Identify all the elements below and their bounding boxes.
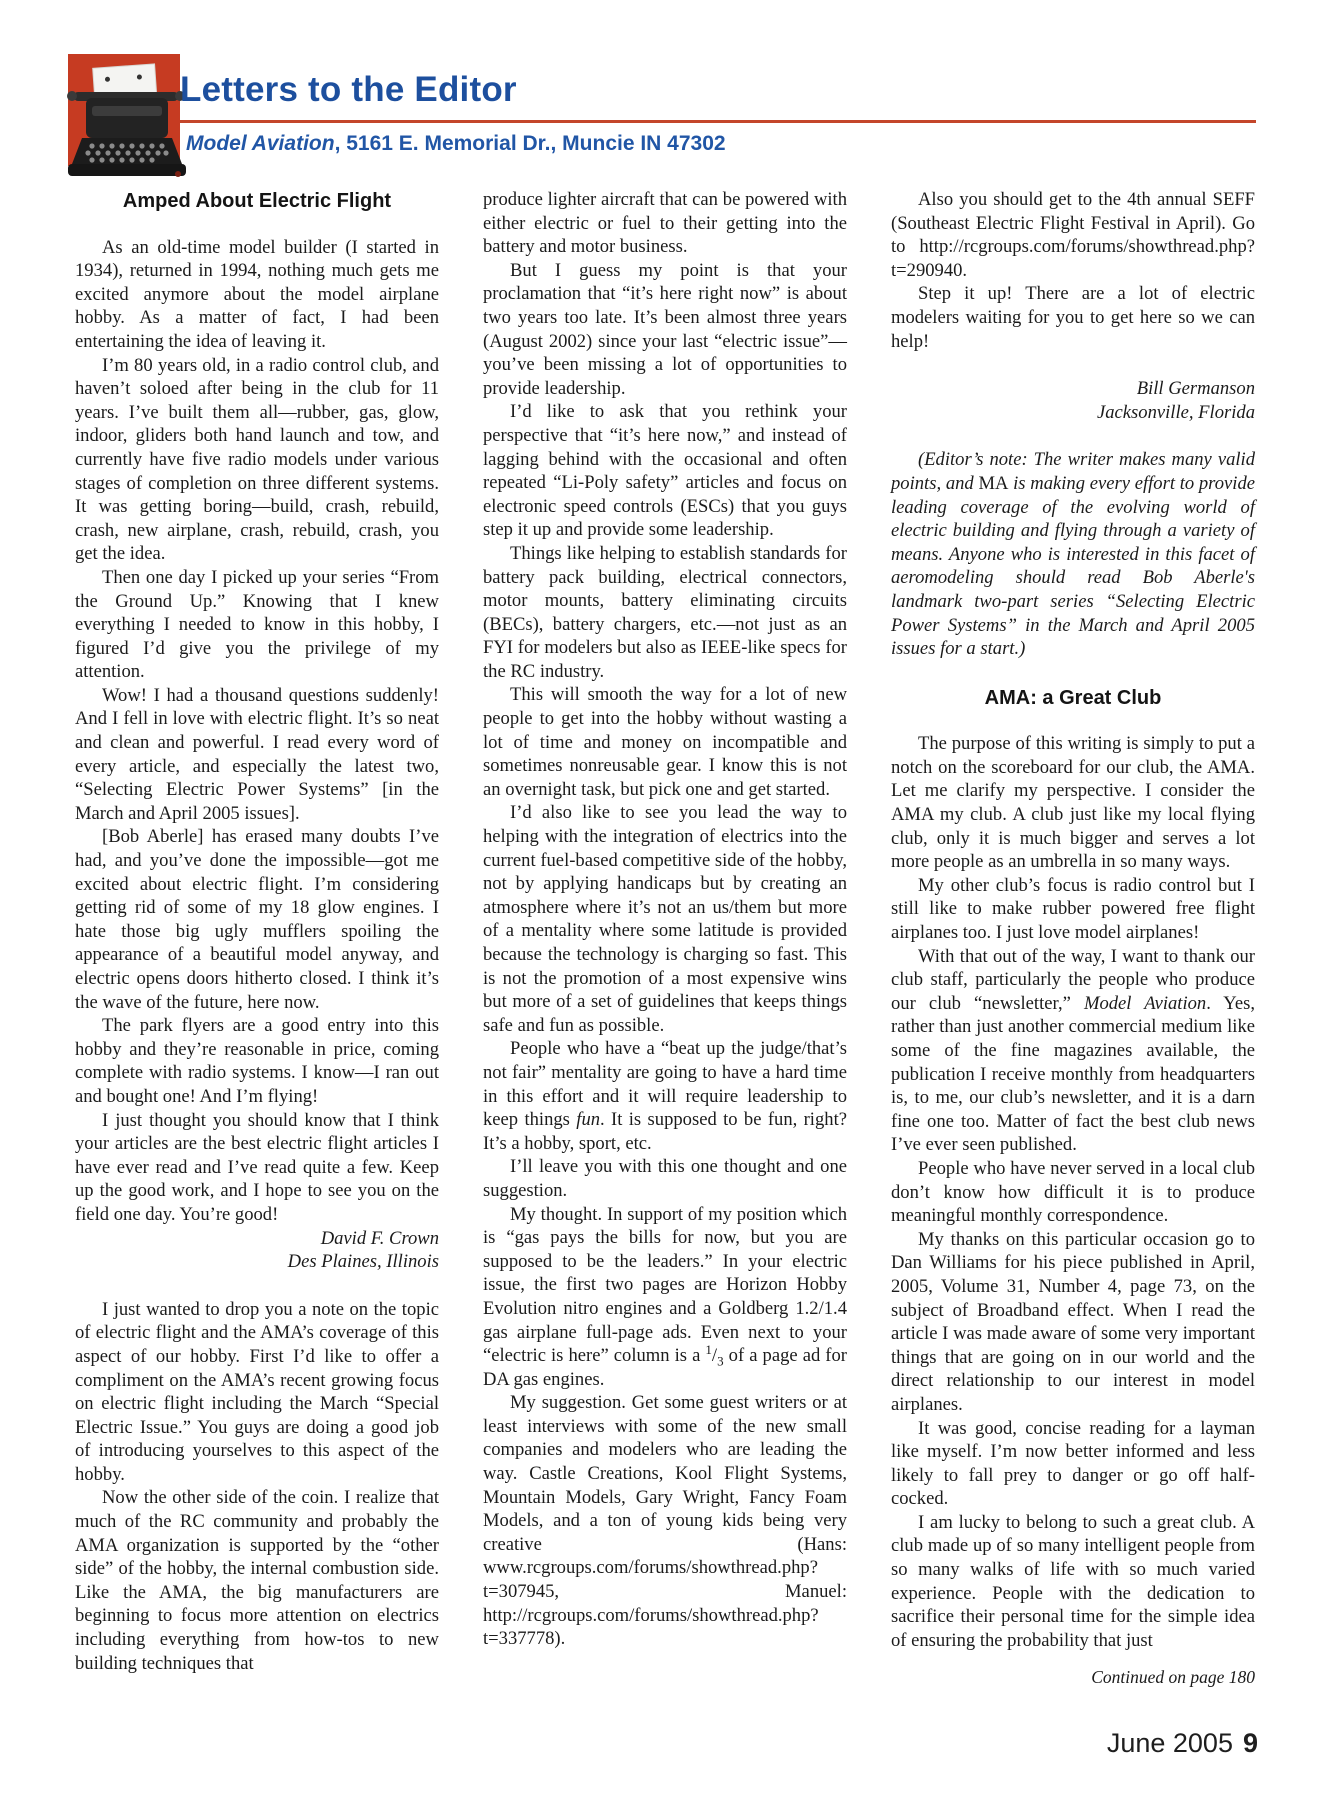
letter-paragraph: I just thought you should know that I think your articles are the best electric flight articles I have ever read and I’ve read quite a few. Keep up the good work, and I hope to see you on the field one day. You’re good! (75, 1109, 439, 1225)
page-header (68, 44, 1258, 174)
signature-line: Des Plaines, Illinois (287, 1251, 439, 1273)
letter-paragraph: [Bob Aberle] has erased many doubts I’ve had, and you’ve done the impossible—got me excited about electric flight. I’m considering getting rid of some of my 18 glow engines. I hate those big ugly mufflers spoiling the appearance of a beautiful model anyway, and electric opens doors hitherto closed. I think it’s the wave of the future, here now. (75, 826, 439, 1013)
letter-paragraph: People who have never served in a local club don’t know how difficult it is to produce meaningful monthly correspondence. (891, 1157, 1255, 1227)
magazine-name: Model Aviation (186, 132, 335, 155)
letter-paragraph: My suggestion. Get some guest writers or at least interviews with some of the new small companies and modelers who are leading the way. Castle Creations, Kool Flight Systems, Mountain Models, Gary Wright, Fancy Foam Models, and a ton of young kids being very creative (Hans: www.rcgroups.com/forums/showthread.php?t=307945, Manuel: http://rcgroups.com/forums/showthread.php?t=337778). (483, 1392, 847, 1650)
letter-paragraph: Also you should get to the 4th annual SEFF (Southeast Electric Flight Festival in April). Go to http://rcgroups.com/forums/showthread.php?t=290940. (891, 189, 1255, 281)
signature-line: Bill Germanson (1136, 378, 1255, 400)
editor-note: (Editor’s note: The writer makes many valid points, and MA is making every effort to provide leading coverage of the evolving world of electric building and flying through a variety of means. Anyone who is interested in this facet of aeromodeling should read Bob Aberle's landmark two-part series “Selecting Electric Power Systems” in the March and April 2005 issues for a start.) (891, 449, 1255, 660)
letter-paragraph: People who have a “beat up the judge/that’s not fair” mentality are going to have a hard time in this effort and it will require leadership to keep things fun. It is supposed to be fun, right? It’s a hobby, sport, etc. (483, 1038, 847, 1154)
magazine-address (186, 132, 726, 156)
letter-paragraph: I’m 80 years old, in a radio control club, and haven’t soloed after being in the club for 11 years. I’ve built them all—rubber, gas, glow, indoor, gliders both hand launch and tow, and currently have five radio models under various stages of completion on three different systems. It was getting boring—build, crash, rebuild, crash, new airplane, crash, rebuild, crash, you get the idea. (75, 354, 439, 565)
letter-paragraph-continued: produce lighter aircraft that can be powered with either electric or fuel to their getting into the battery and motor business. (483, 189, 847, 258)
text-column (75, 188, 439, 1690)
letter-paragraph: But I guess my point is that your proclamation that “it’s here right now” is about two years too late. It’s been almost three years (August 2002) since your last “electric issue”—you’ve been missing a lot of opportunities to provide leadership. (483, 259, 847, 399)
letters-columns (75, 188, 1255, 1690)
letter-heading: Amped About Electric Flight (122, 190, 392, 212)
letter-paragraph: Now the other side of the coin. I realize that much of the RC community and probably the AMA organization is supported by the “other side” of the hobby, the internal combustion side. Like the AMA, the big manufacturers are beginning to focus more attention on electrics including everything from how-tos to new building techniques that (75, 1487, 439, 1674)
letter-heading: AMA: a Great Club (984, 686, 1162, 709)
letter-paragraph: I’d also like to see you lead the way to helping with the integration of electrics into the current fuel-based competitive side of the hobby, not by applying handicaps but by creating an atmosphere where it’s not an us/them but more of a mentality where some latitude is provided because the technology is charging so fast. This is not the promotion of a most expensive wins but more of a set of guidelines that keeps things safe and fun as possible. (483, 802, 847, 1036)
text-column (891, 188, 1255, 1690)
page-footer (1107, 1728, 1258, 1759)
header-divider (180, 120, 1256, 123)
signature-line: Jacksonville, Florida (1096, 401, 1255, 423)
letter-paragraph: I just wanted to drop you a note on the topic of electric flight and the AMA’s coverage of this aspect of our hobby. First I’d like to offer a compliment on the AMA’s recent growing focus on electric flight including the March “Special Electric Issue.” You guys are doing a good job of introducing yourselves to this aspect of the hobby. (75, 1298, 439, 1485)
issue-date: June 2005 (1106, 1728, 1233, 1758)
letter-paragraph: I am lucky to belong to such a great club. A club made up of so many intelligent people from so many walks of life with so much varied experience. People with the dedication to sacrifice their personal time for the simple idea of ensuring the probability that just (891, 1511, 1255, 1651)
letter-paragraph: This will smooth the way for a lot of new people to get into the hobby without wasting a lot of time and money on incompatible and sometimes nonreusable gear. I know this is not an overnight task, but pick one and get started. (483, 684, 847, 800)
text-column (483, 188, 847, 1690)
letter-paragraph: Wow! I had a thousand questions suddenly! And I fell in love with electric flight. It’s so neat and clean and powerful. I read every word of every article, and especially the latest two, “Selecting Electric Power Systems” [in the March and April 2005 issues]. (75, 684, 439, 824)
letter-paragraph: As an old-time model builder (I started in 1934), returned in 1994, nothing much gets me excited anymore about the model airplane hobby. As a matter of fact, I had been entertaining the idea of leaving it. (75, 236, 439, 352)
letter-paragraph: The purpose of this writing is simply to put a notch on the scoreboard for our club, the AMA. Let me clarify my perspective. I consider the AMA my club. A club just like my local flying club, only it is much bigger and serves a lot more people as an umbrella in so many ways. (891, 733, 1255, 873)
letter-paragraph: I’ll leave you with this one thought and one suggestion. (483, 1156, 847, 1201)
letter-paragraph: Things like helping to establish standards for battery pack building, electrical connectors, motor mounts, battery eliminating circuits (BECs), battery chargers, etc.—not just as an FYI for modelers but also as IEEE-like specs for the RC industry. (483, 542, 847, 682)
page-number: 9 (1242, 1728, 1258, 1758)
letter-paragraph: My thought. In support of my position which is “gas pays the bills for now, but you are supposed to be the leaders.” In your electric issue, the first two pages are Horizon Hobby Evolution nitro engines and a Goldberg 1.2/1.4 gas airplane full-page ads. Even next to your “electric is here” column is a $^1/_3$ of a page ad for DA gas engines. (483, 1203, 847, 1390)
typewriter-icon (68, 54, 180, 166)
letter-paragraph: My thanks on this particular occasion go to Dan Williams for his piece published in April, 2005, Volume 31, Number 4, page 73, on the subject of Broadband effect. When I read the article I was made aware of some very important things that are going on in our world and the direct relationship to our interest in model airplanes. (891, 1228, 1255, 1415)
letter-paragraph: It was good, concise reading for a layman like myself. I’m now better informed and less likely to fall prey to danger or go off half-cocked. (891, 1417, 1255, 1510)
letter-paragraph: Step it up! There are a lot of electric modelers waiting for you to get here so we can help! (891, 283, 1255, 352)
letter-paragraph: My other club’s focus is radio control but I still like to make rubber powered free flight airplanes too. I just love model airplanes! (891, 874, 1255, 944)
page-title: Letters to the Editor (180, 70, 517, 109)
letter-paragraph: The park flyers are a good entry into this hobby and they’re reasonable in price, coming complete with radio systems. I know—I ran out and bought one! And I’m flying! (75, 1015, 439, 1107)
letter-paragraph: With that out of the way, I want to thank our club staff, particularly the people who produce our club “newsletter,” Model Aviation. Yes, rather than just another commercial medium like some of the fine magazines available, the publication I receive monthly from headquarters is, to me, our club’s newsletter, and it is a darn fine one too. Matter of fact the best club news I’ve ever seen published. (891, 945, 1256, 1156)
magazine-address-text: , 5161 E. Memorial Dr., Muncie IN 47302 (334, 132, 726, 155)
signature-line: David F. Crown (320, 1227, 439, 1249)
letter-paragraph: I’d like to ask that you rethink your perspective that “it’s here now,” and instead of lagging behind with the occasional and often repeated “Li-Poly safety” articles and focus on electronic speed controls (ESCs) that you guys step it up and provide some leadership. (483, 401, 847, 541)
continued-on-note: Continued on page 180 (1091, 1667, 1255, 1688)
letter-paragraph: Then one day I picked up your series “From the Ground Up.” Knowing that I knew everything I needed to know in this hobby, I figured I’d give you the privilege of my attention. (75, 566, 439, 683)
